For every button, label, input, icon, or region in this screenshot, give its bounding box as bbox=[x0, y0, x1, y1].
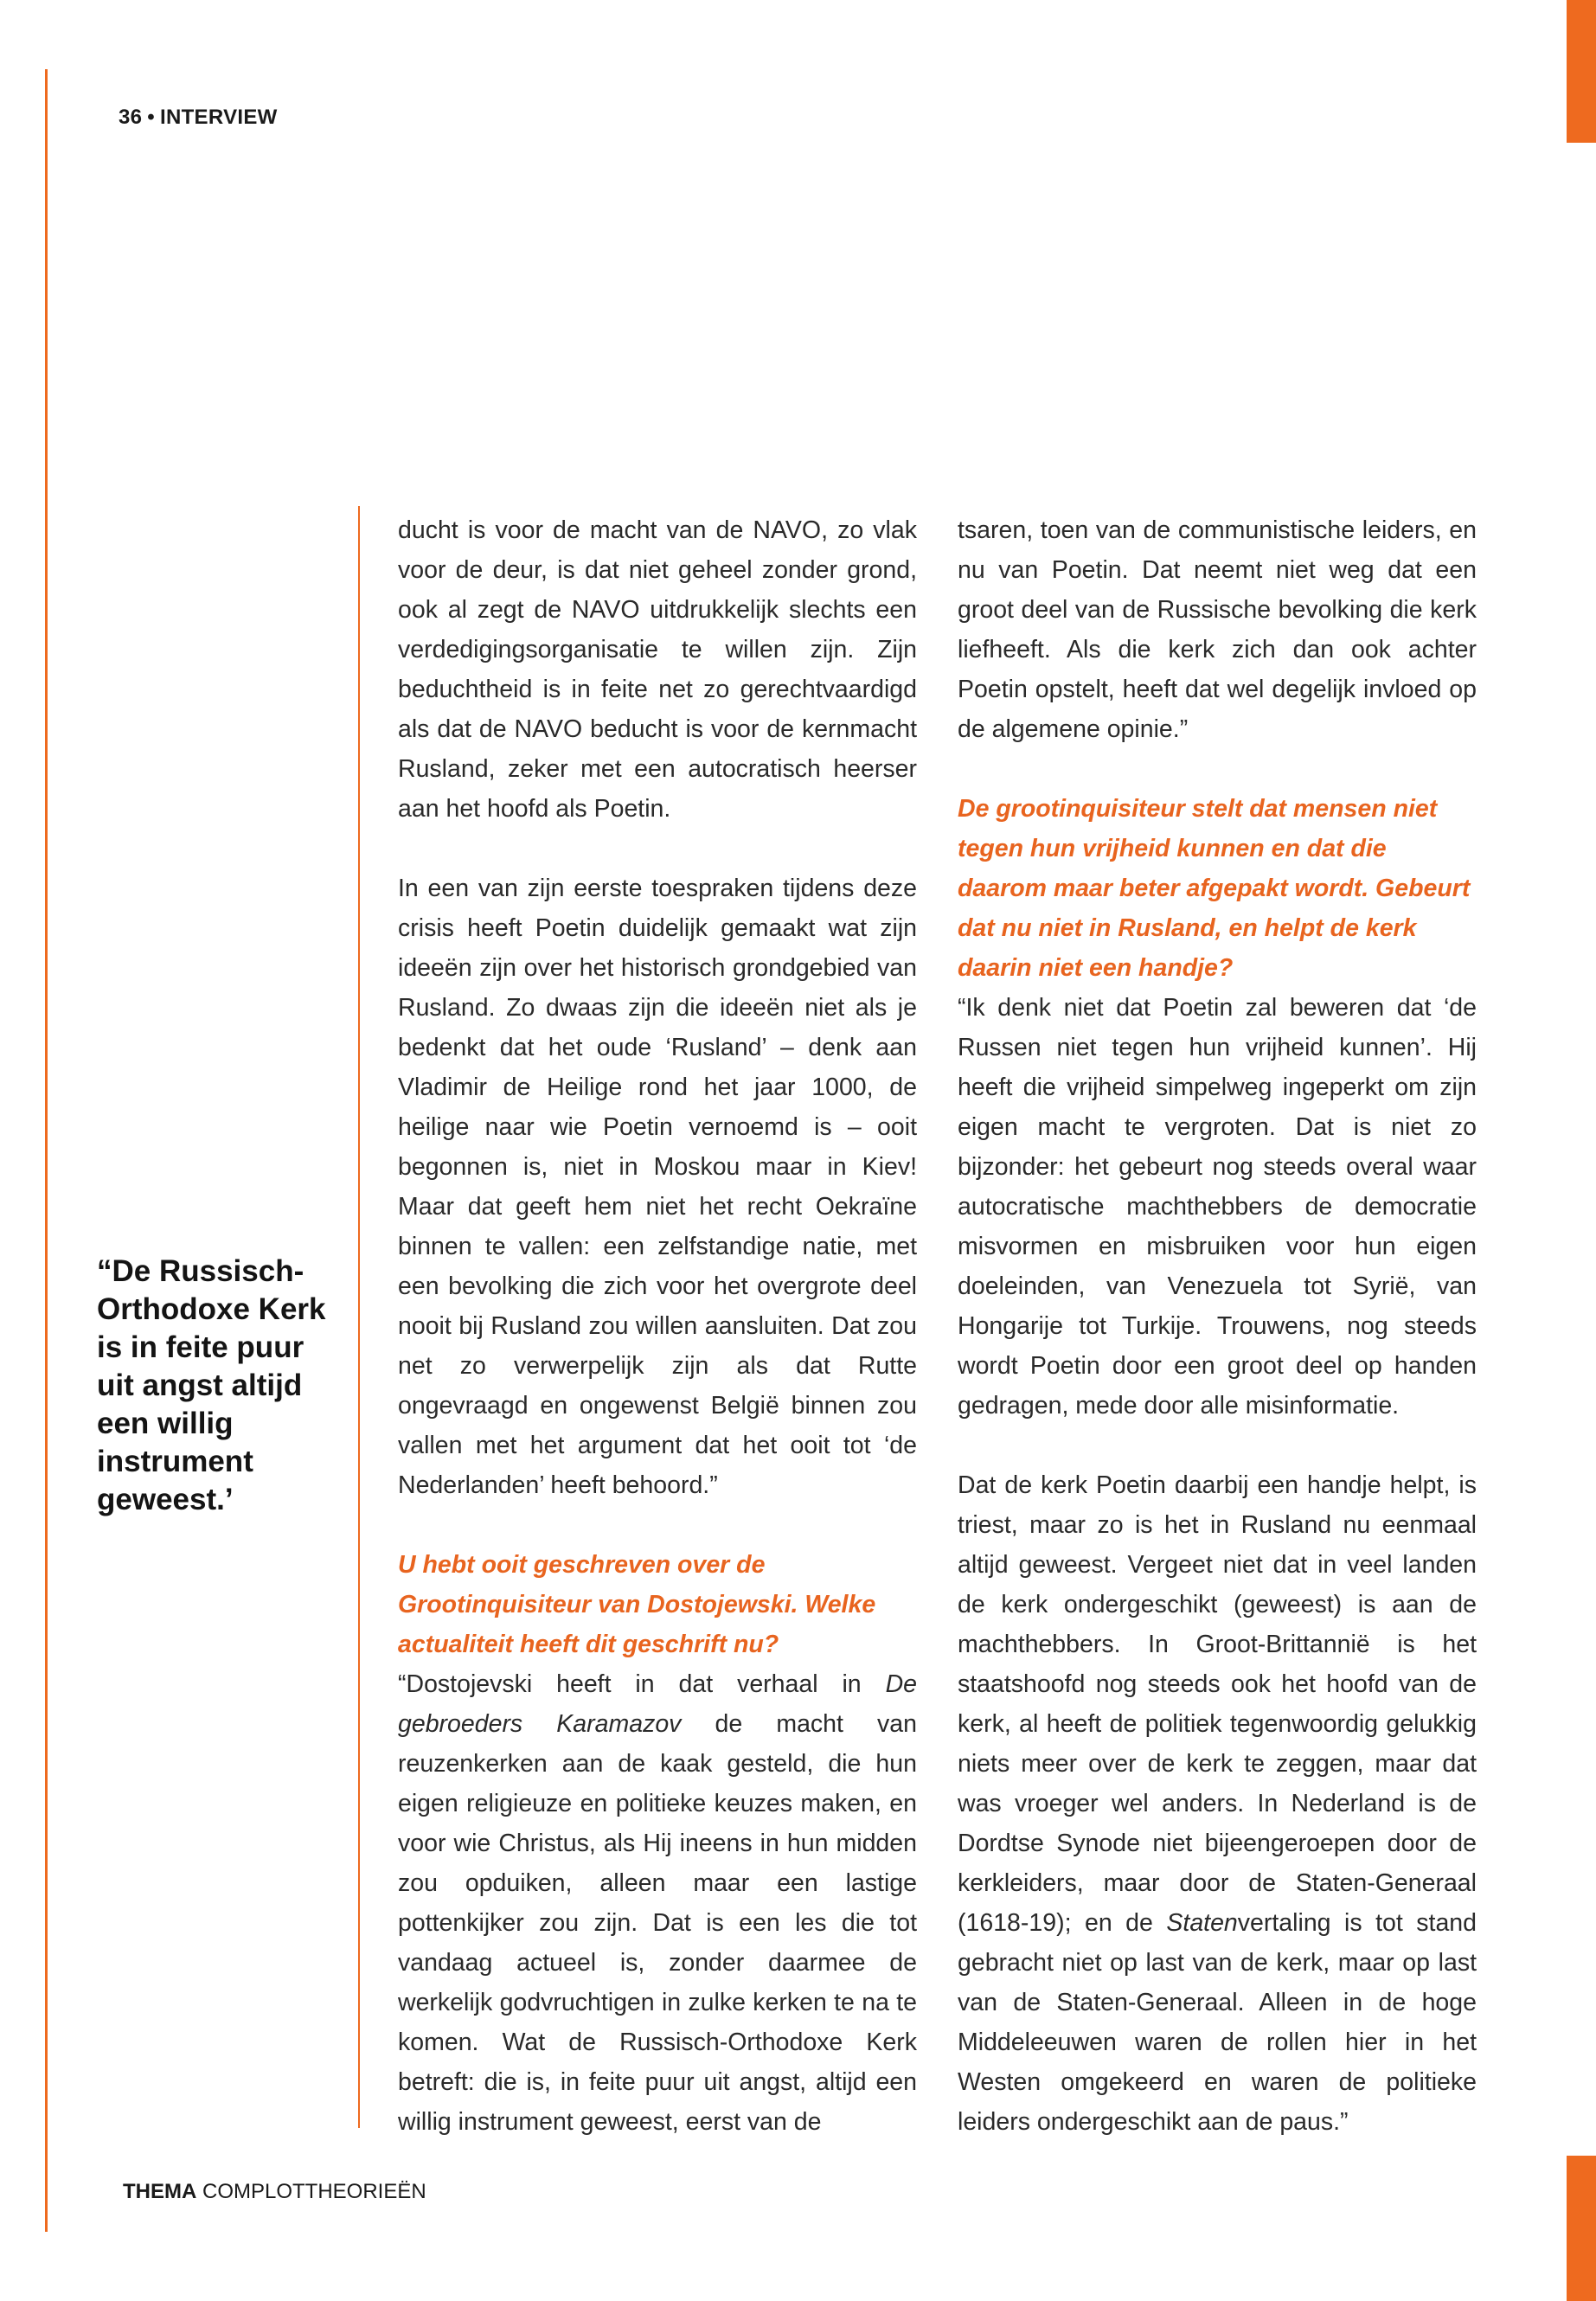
page-footer bbox=[123, 2180, 426, 2204]
footer-brand: THEMA bbox=[123, 2180, 197, 2203]
article-column-right bbox=[958, 510, 1477, 2142]
page-number: 36 bbox=[119, 106, 143, 129]
interview-question: De grootinquisiteur stelt dat mensen niet tegen hun vrijheid kunnen en dat die daarom maar beter afgepakt wordt. Gebeurt dat nu niet in Rusland, en helpt de kerk daarin niet een handje? bbox=[958, 795, 1471, 982]
page-header bbox=[119, 106, 278, 130]
paragraph: In een van zijn eerste toespraken tijdens deze crisis heeft Poetin duidelijk gemaakt wat zijn ideeën zijn over het historisch grondgebied van Rusland. Zo dwaas zijn die ideeën niet als je bedenkt dat het oude ‘Rusland’ – denk aan Vladimir de Heilige rond het jaar 1000, de heilige naar wie Poetin vernoemd is – ooit begonnen is, niet in Moskou maar in Kiev! Maar dat geeft hem niet het recht Oekraïne binnen te vallen: een zelfstandige natie, met een bevolking die zich voor het overgrote deel nooit bij Rusland zou willen aansluiten. Dat zou net zo verwerpelijk zijn als dat Rutte ongevraagd en ongewenst België binnen zou vallen met het argument dat het ooit tot ‘de Nederlanden’ heeft behoord.” bbox=[398, 875, 917, 1499]
column-divider-rule bbox=[358, 506, 360, 2128]
paragraph-text: vertaling is tot stand gebracht niet op last van de kerk, maar op last van de Staten-Generaal. Alleen in de hoge Middeleeuwen waren de rollen hier in het Westen omgekeerd en waren de politieke leiders ondergeschikt aan de paus.” bbox=[958, 1909, 1477, 2136]
section-label: INTERVIEW bbox=[160, 106, 278, 129]
header-separator: • bbox=[147, 106, 155, 129]
orange-tab-top bbox=[1567, 0, 1596, 143]
paragraph: tsaren, toen van de communistische leiders, en nu van Poetin. Dat neemt niet weg dat een groot deel van de Russische bevolking die kerk liefheeft. Als die kerk zich dan ook achter Poetin opstelt, heeft dat wel degelijk invloed op de algemene opinie.” bbox=[958, 516, 1477, 743]
orange-tab-bottom bbox=[1567, 2156, 1596, 2301]
paragraph bbox=[398, 1664, 917, 2142]
pull-quote: “De Russisch-Orthodoxe Kerk is in feite puur uit angst altijd een willig instrument geweest.’ bbox=[97, 1254, 326, 1516]
paragraph: ducht is voor de macht van de NAVO, zo vlak voor de deur, is dat niet geheel zonder grond, ook al zegt de NAVO uitdrukkelijk slechts een verdedigingsorganisatie te willen zijn. Zijn beduchtheid is in feite net zo gerechtvaardigd als dat de NAVO beducht is voor de kernmacht Rusland, zeker met een autocratisch heerser aan het hoofd als Poetin. bbox=[398, 516, 917, 823]
paragraph-text: “Dostojevski heeft in dat verhaal in bbox=[398, 1670, 886, 1698]
italic-word: Staten bbox=[1166, 1909, 1238, 1937]
article-column-middle bbox=[398, 510, 917, 2142]
interview-question: U hebt ooit geschreven over de Grootinquisiteur van Dostojewski. Welke actualiteit heeft dit geschrift nu? bbox=[398, 1551, 876, 1658]
book-title: De gebroeders Karamazov bbox=[398, 1670, 917, 1738]
paragraph-text: Dat de kerk Poetin daarbij een handje helpt, is triest, maar zo is het in Rusland nu eenmaal altijd geweest. Vergeet niet dat in veel landen de kerk ondergeschikt (geweest) is aan de machthebbers. In Groot-Brittannië is het staatshoofd nog steeds ook het hoofd van de kerk, al heeft de politiek tegenwoordig gelukkig niets meer over de kerk te zeggen, maar dat was vroeger wel anders. In Nederland is de Dordtse Synode niet bijeengeroepen door de kerkleiders, maar door de Staten-Generaal (1618-19); en de bbox=[958, 1471, 1477, 1937]
left-margin-rule bbox=[45, 69, 48, 2232]
paragraph: “Ik denk niet dat Poetin zal beweren dat ‘de Russen niet tegen hun vrijheid kunnen’. Hij heeft die vrijheid simpelweg ingeperkt om zijn eigen macht te vergroten. Dat is niet zo bijzonder: het gebeurt nog steeds overal waar autocratische machthebbers de democratie misvormen en misbruiken voor hun eigen doeleinden, van Venezuela tot Syrië, van Hongarije tot Turkije. Trouwens, nog steeds wordt Poetin door een groot deel op handen gedragen, mede door alle misinformatie. bbox=[958, 994, 1477, 1420]
footer-topic: COMPLOTTHEORIEËN bbox=[202, 2180, 426, 2203]
paragraph-text: de macht van reuzenkerken aan de kaak gesteld, die hun eigen religieuze en politieke keuzes maken, en voor wie Christus, als Hij ineens in hun midden zou opduiken, alleen maar een lastige pottenkijker zou zijn. Dat is een les die tot vandaag actueel is, zonder daarmee de werkelijk godvruchtigen in zulke kerken te na te komen. Wat de Russisch-Orthodoxe Kerk betreft: die is, in feite puur uit angst, altijd een willig instrument geweest, eerst van de bbox=[398, 1710, 918, 2136]
paragraph bbox=[958, 1465, 1477, 2142]
